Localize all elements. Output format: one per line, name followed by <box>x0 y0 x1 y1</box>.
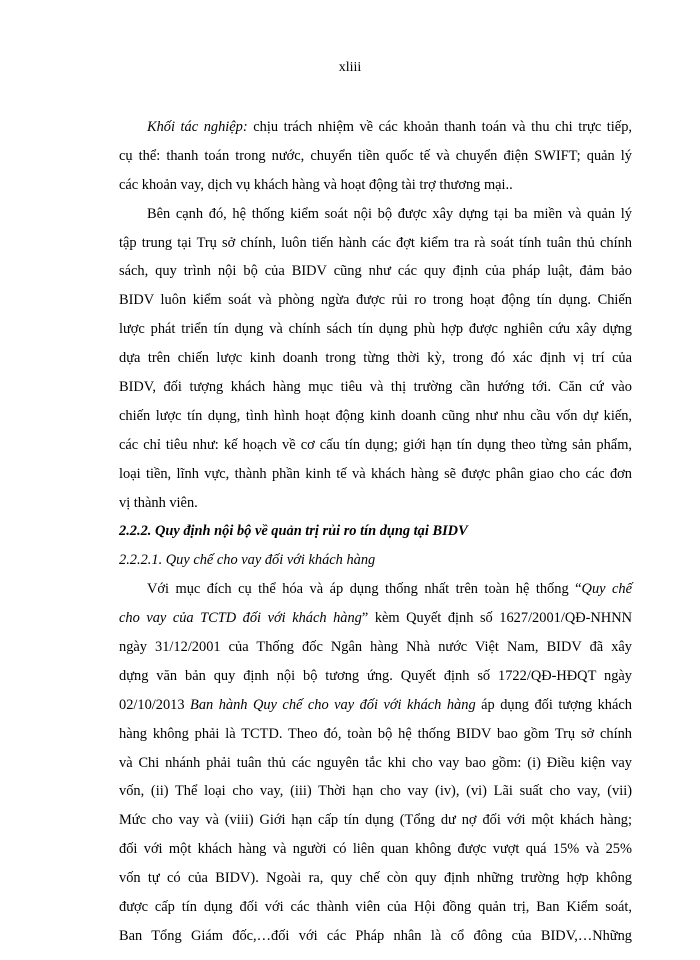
text-line: Ban Tổng Giám đốc,…đối với các Pháp nhân là cổ đông của BIDV,…Những <box>119 927 632 944</box>
text-line: dựng văn bản quy định nội bộ tương ứng. Quyết định số 1722/QĐ-HĐQT ngày <box>119 667 632 684</box>
text-line: vốn tự có của BIDV). Ngoài ra, quy chế còn quy định những trường hợp không <box>119 870 632 887</box>
text-line: cho vay của TCTD đối với khách hàng” kèm Quyết định số 1627/2001/QĐ-NHNN <box>119 610 632 627</box>
italic-term: Khối tác nghiệp: <box>147 119 248 135</box>
text-line: loại tiền, lĩnh vực, thành phần kinh tế và khách hàng sẽ được phân giao cho các đơn <box>119 465 632 482</box>
body-text <box>119 113 632 951</box>
text-line: vị thành viên. <box>119 494 198 511</box>
text-line: BIDV luôn kiểm soát và phòng ngừa được rủi ro trong hoạt động tín dụng. Chiến <box>119 292 632 309</box>
text-line: hàng không phải là TCTD. Theo đó, toàn bộ hệ thống BIDV bao gồm Trụ sở chính <box>119 725 632 742</box>
text-line: chiến lược tín dụng, tình hình hoạt động kinh doanh cũng như nhu cầu vốn dự kiến, <box>119 407 632 424</box>
text-line: dựa trên chiến lược kinh doanh trong từng thời kỳ, trong đó xác định vị trí của <box>119 350 632 367</box>
text-line: được cấp tín dụng đối với các thành viên của Hội đồng quản trị, Ban Kiểm soát, <box>119 899 632 916</box>
text-line: tập trung tại Trụ sở chính, luôn tiến hành các đợt kiểm tra rà soát tính tuân thủ chính <box>119 234 632 251</box>
subsection-heading: 2.2.2.1. Quy chế cho vay đối với khách hàng <box>119 552 376 569</box>
text-line: ngày 31/12/2001 của Thống đốc Ngân hàng Nhà nước Việt Nam, BIDV đã xây <box>119 639 632 656</box>
text-line: cụ thể: thanh toán trong nước, chuyển tiền quốc tế và chuyển điện SWIFT; quản lý <box>119 147 632 164</box>
page-number: xliii <box>338 60 362 75</box>
text-line: đối với một khách hàng và người có liên quan không được vượt quá 15% và 25% <box>119 841 632 858</box>
text-line: Bên cạnh đó, hệ thống kiểm soát nội bộ được xây dựng tại ba miền và quản lý <box>147 205 632 222</box>
text-line: Mức cho vay và (viii) Giới hạn cấp tín dụng (Tổng dư nợ đối với một khách hàng; <box>119 812 632 829</box>
text-line: BIDV, đối tượng khách hàng mục tiêu và thị trường cần hướng tới. Căn cứ vào <box>119 379 632 396</box>
text-line: vốn, (ii) Thể loại cho vay, (iii) Thời hạn cho vay (iv), (vi) Lãi suất cho vay, (vii) <box>119 783 632 800</box>
text-line: sách, quy trình nội bộ của BIDV cũng như các quy định của pháp luật, đảm bảo <box>119 263 632 280</box>
text-line: Khối tác nghiệp: chịu trách nhiệm về các khoản thanh toán và thu chi trực tiếp, <box>147 119 632 135</box>
text-line: các chỉ tiêu như: kế hoạch về cơ cấu tín dụng; giới hạn tín dụng theo từng sản phẩm, <box>119 436 632 453</box>
text-line: 02/10/2013 Ban hành Quy chế cho vay đối với khách hàng áp dụng đối tượng khách <box>119 696 632 713</box>
text-line: lược phát triển tín dụng và chính sách tín dụng phù hợp được nghiên cứu xây dựng <box>119 321 632 338</box>
text-line: Với mục đích cụ thể hóa và áp dụng thống nhất trên toàn hệ thống “Quy chế <box>147 581 633 598</box>
text-line: các khoản vay, dịch vụ khách hàng và hoạt động tài trợ thương mại.. <box>119 176 513 193</box>
section-heading: 2.2.2. Quy định nội bộ về quản trị rủi ro tín dụng tại BIDV <box>119 523 468 540</box>
text-line: và Chi nhánh phải tuân thủ các nguyên tắc khi cho vay bao gồm: (i) Điều kiện vay <box>119 754 632 771</box>
